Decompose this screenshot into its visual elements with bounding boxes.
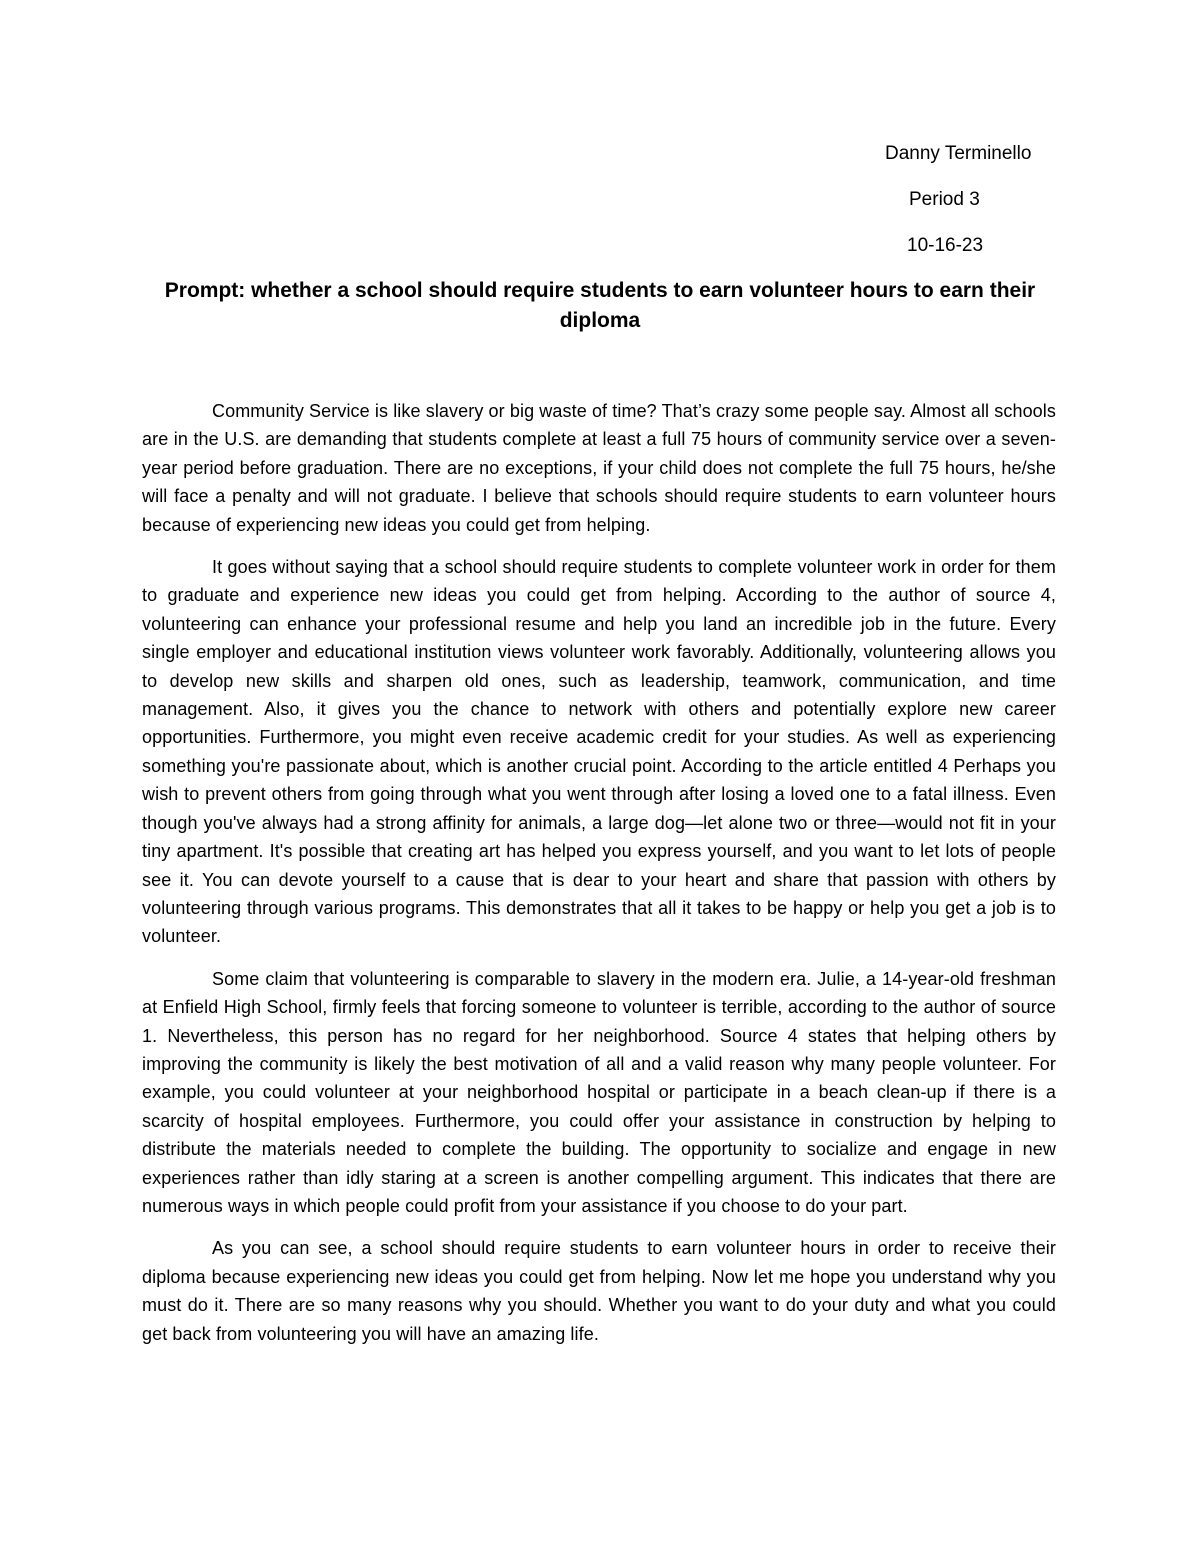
class-period: Period 3 [909,189,980,210]
paragraph-body-1: It goes without saying that a school should require students to complete volunteer work in order for them to graduate and experience new ideas you could get from helping. According to the author of source 4, volunteering can enhance your professional resume and help you land an incredible job in the future. Every single employer and educational institution views volunteer work favorably. Additionally, volunteering allows you to develop new skills and sharpen old ones, such as leadership, teamwork, communication, and time management. Also, it gives you the chance to network with others and potentially explore new career opportunities. Furthermore, you might even receive academic credit for your studies. As well as experiencing something you're passionate about, which is another crucial point. According to the article entitled 4 Perhaps you wish to prevent others from going through what you went through after losing a loved one to a fatal illness. Even though you've always had a strong affinity for animals, a large dog—let alone two or three—would not fit in your tiny apartment. It's possible that creating art has helped you express yourself, and you want to let lots of people see it. You can devote yourself to a cause that is dear to your heart and share that passion with others by volunteering through various programs. This demonstrates that all it takes to be happy or help you get a job is to volunteer. [142,557,1056,947]
document-date: 10-16-23 [907,235,984,256]
essay-body [142,397,1056,1362]
author-name: Danny Terminello [885,143,1032,164]
paragraph-intro: Community Service is like slavery or big waste of time? That’s crazy some people say. Almost all schools are in the U.S. are demanding that students complete at least a full 75 hours of community service over a seven-year period before graduation. There are no exceptions, if your child does not complete the full 75 hours, he/she will face a penalty and will not graduate. I believe that schools should require students to earn volunteer hours because of experiencing new ideas you could get from helping. [142,401,1056,535]
document-title: Prompt: whether a school should require students to earn volunteer hours to earn their diploma [164,279,1036,332]
paragraph-body-2: Some claim that volunteering is comparable to slavery in the modern era. Julie, a 14-year-old freshman at Enfield High School, firmly feels that forcing someone to volunteer is terrible, according to the author of source 1. Nevertheless, this person has no regard for her neighborhood. Source 4 states that helping others by improving the community is likely the best motivation of all and a valid reason why many people volunteer. For example, you could volunteer at your neighborhood hospital or participate in a beach clean-up if there is a scarcity of hospital employees. Furthermore, you could offer your assistance in construction by helping to distribute the materials needed to complete the building. The opportunity to socialize and engage in new experiences rather than idly staring at a screen is another compelling argument. This indicates that there are numerous ways in which people could profit from your assistance if you choose to do your part. [142,968,1056,1216]
paragraph-conclusion: As you can see, a school should require students to earn volunteer hours in order to receive their diploma because experiencing new ideas you could get from helping. Now let me hope you understand why you must do it. There are so many reasons why you should. Whether you want to do your duty and what you could get back from volunteering you will have an amazing life. [142,1238,1056,1344]
